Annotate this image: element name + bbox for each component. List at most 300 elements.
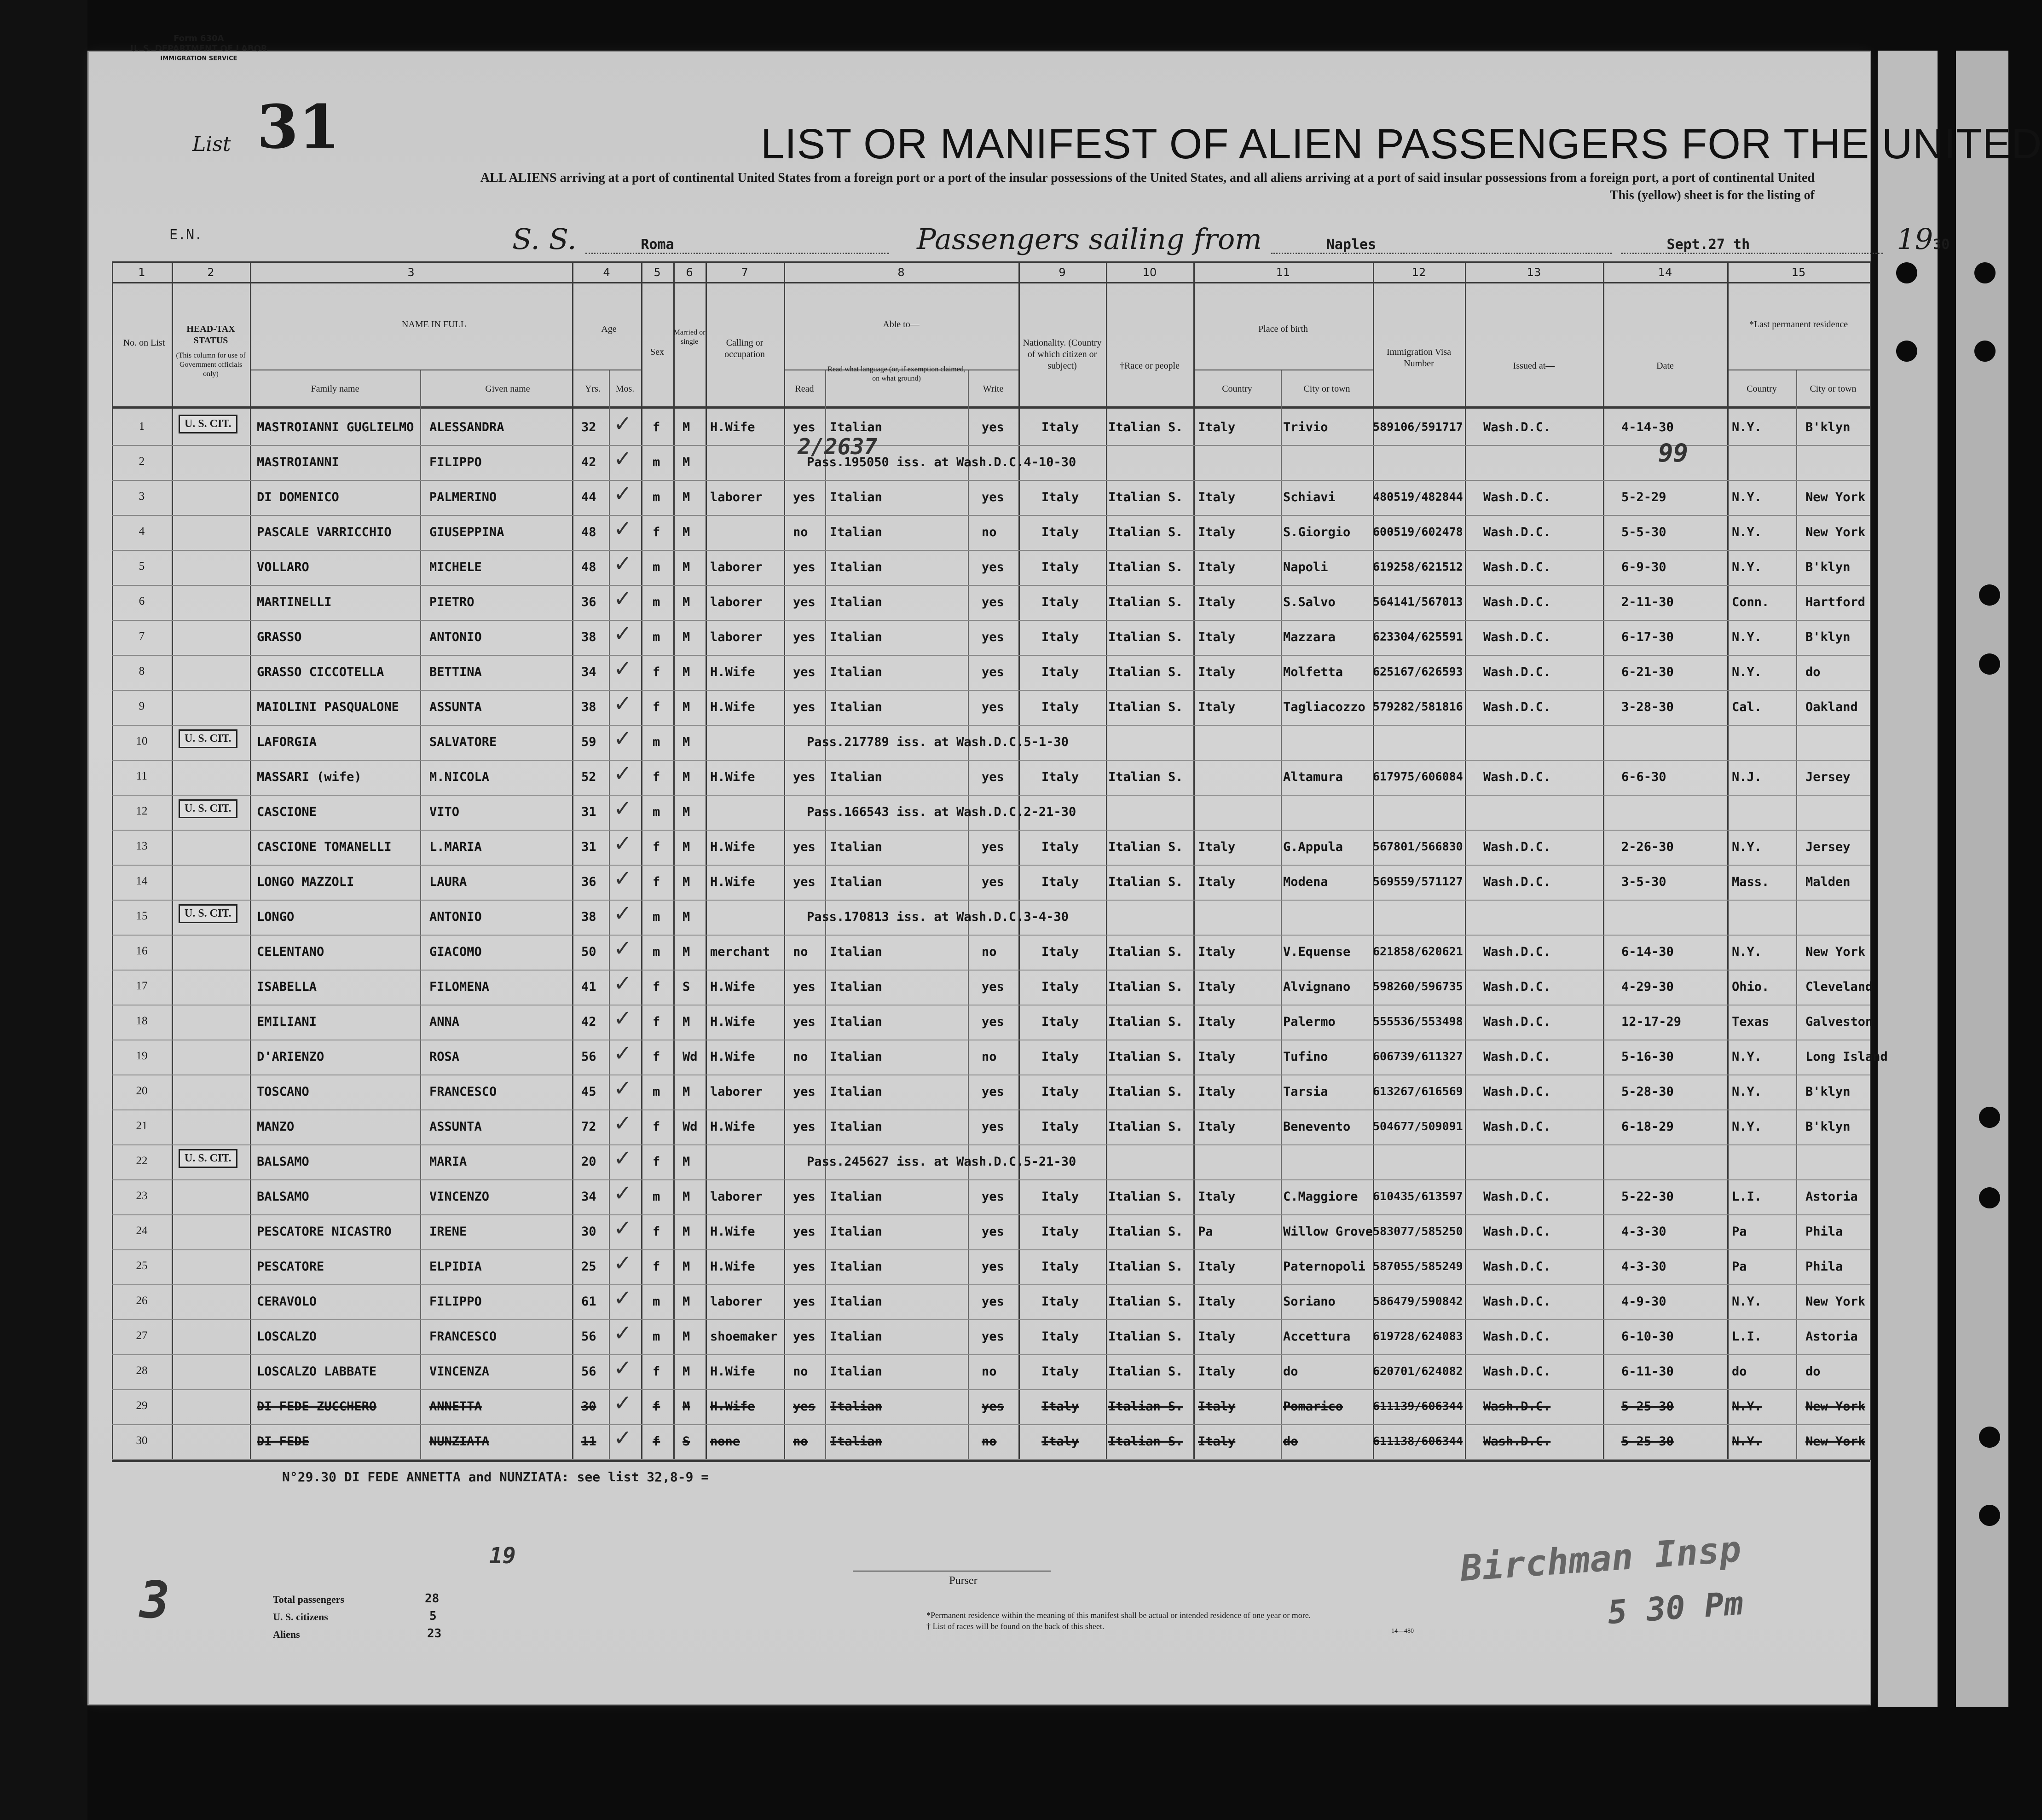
- can-write: yes: [982, 560, 1004, 574]
- marital-status: M: [683, 1399, 690, 1414]
- passport-note: Pass.166543 iss. at Wash.D.C.2-21-30: [807, 805, 1076, 819]
- paper-edge: [1878, 51, 1938, 1707]
- family-name: EMILIANI: [257, 1015, 317, 1029]
- marital-status: M: [683, 1085, 690, 1099]
- us-citizen-stamp: U. S. CIT.: [179, 415, 237, 433]
- sex: m: [653, 1190, 660, 1204]
- race: Italian S.: [1108, 490, 1183, 504]
- given-name: ASSUNTA: [429, 700, 482, 714]
- can-read: yes: [793, 840, 816, 854]
- visa-date: 5-22-30: [1621, 1190, 1674, 1204]
- visa-number: 598260/596735: [1373, 980, 1463, 993]
- sex: f: [653, 1399, 660, 1414]
- family-name: MARTINELLI: [257, 595, 332, 609]
- age-years: 52: [581, 770, 596, 784]
- residence-country: N.Y.: [1732, 1085, 1762, 1099]
- check-mark-icon: ✓: [613, 831, 632, 856]
- residence-city: New York: [1805, 1399, 1866, 1414]
- birth-country: Pa: [1198, 1225, 1213, 1239]
- family-name: LONGO MAZZOLI: [257, 875, 354, 889]
- sex: m: [653, 630, 660, 644]
- sex: f: [653, 980, 660, 994]
- can-read: no: [793, 525, 808, 539]
- visa-number: 586479/590842: [1373, 1294, 1463, 1308]
- given-name: VINCENZA: [429, 1364, 490, 1379]
- birth-city: Pomarico: [1283, 1399, 1343, 1414]
- visa-date: 4-9-30: [1621, 1294, 1666, 1309]
- birth-country: Italy: [1198, 665, 1236, 679]
- nationality: Italy: [1041, 1050, 1079, 1064]
- visa-number: 610435/613597: [1373, 1190, 1463, 1203]
- residence-country: do: [1732, 1364, 1747, 1379]
- nationality: Italy: [1041, 1260, 1079, 1274]
- table-row: [89, 866, 1870, 899]
- issued-at: Wash.D.C.: [1483, 490, 1551, 504]
- passport-note: Pass.217789 iss. at Wash.D.C.5-1-30: [807, 735, 1069, 749]
- given-name: PALMERINO: [429, 490, 497, 504]
- residence-city: Phila: [1805, 1225, 1843, 1239]
- family-name: ISABELLA: [257, 980, 317, 994]
- read-language: Italian: [830, 840, 882, 854]
- table-row: [89, 796, 1870, 829]
- table-row: [89, 411, 1870, 444]
- can-write: no: [982, 1364, 997, 1379]
- can-write: yes: [982, 665, 1004, 679]
- nationality: Italy: [1041, 980, 1079, 994]
- given-name: L.MARIA: [429, 840, 482, 854]
- column-number: 9: [1059, 266, 1066, 279]
- us-citizen-stamp: U. S. CIT.: [179, 729, 237, 748]
- footnotes: [926, 1610, 1617, 1632]
- race: Italian S.: [1108, 1120, 1183, 1134]
- sex: f: [653, 700, 660, 714]
- given-name: GIUSEPPINA: [429, 525, 504, 539]
- ship-line: [512, 222, 1949, 256]
- age-years: 50: [581, 945, 596, 959]
- age-years: 72: [581, 1120, 596, 1134]
- passport-note: Pass.195050 iss. at Wash.D.C.4-10-30: [807, 455, 1076, 469]
- residence-country: N.Y.: [1732, 630, 1762, 644]
- age-years: 48: [581, 525, 596, 539]
- header-read-language: Read what language (or, if exemption claimed, on what ground): [827, 365, 966, 382]
- birth-country: Italy: [1198, 1294, 1236, 1309]
- table-row: [89, 481, 1870, 514]
- visa-number: 620701/624082: [1373, 1364, 1463, 1378]
- check-mark-icon: ✓: [613, 481, 632, 507]
- table-row: [89, 1390, 1870, 1423]
- birth-city: G.Appula: [1283, 840, 1343, 854]
- age-years: 45: [581, 1085, 596, 1099]
- birth-city: Benevento: [1283, 1120, 1351, 1134]
- birth-country: Italy: [1198, 630, 1236, 644]
- table-row: [89, 691, 1870, 724]
- age-years: 34: [581, 1190, 596, 1204]
- punch-hole: [1896, 262, 1917, 283]
- race: Italian S.: [1108, 1225, 1183, 1239]
- birth-country: Italy: [1198, 1399, 1236, 1414]
- subtitle-line-1: ALL ALIENS arriving at a port of continental United States from a foreign port or a port of the insular possessions of the United States, and all aliens arriving at a port of said insular possessions from a foreign port, a port of continental United: [480, 171, 1815, 185]
- header-visa-number: Immigration Visa Number: [1386, 347, 1452, 369]
- table-row: [89, 551, 1870, 584]
- birth-country: Italy: [1198, 875, 1236, 889]
- visa-number: 611139/606344: [1373, 1399, 1463, 1413]
- family-name: GRASSO: [257, 630, 302, 644]
- sex: f: [653, 1050, 660, 1064]
- read-language: Italian: [830, 1085, 882, 1099]
- table-row: [89, 831, 1870, 864]
- residence-country: N.Y.: [1732, 1399, 1762, 1414]
- column-number: 13: [1527, 266, 1541, 279]
- header-yrs: Yrs.: [585, 384, 601, 394]
- can-read: yes: [793, 1294, 816, 1309]
- age-years: 32: [581, 420, 596, 434]
- row-number: 10: [136, 735, 148, 747]
- residence-city: Malden: [1805, 875, 1851, 889]
- check-mark-icon: ✓: [613, 691, 632, 716]
- occupation: laborer: [710, 490, 763, 504]
- visa-number: 621858/620621: [1373, 945, 1463, 958]
- row-number: 7: [139, 630, 145, 642]
- marital-status: M: [683, 1329, 690, 1344]
- visa-date: 5-25-30: [1621, 1434, 1674, 1449]
- issued-at: Wash.D.C.: [1483, 1364, 1551, 1379]
- nationality: Italy: [1041, 1085, 1079, 1099]
- can-write: yes: [982, 770, 1004, 784]
- can-write: yes: [982, 875, 1004, 889]
- row-number: 24: [136, 1225, 148, 1237]
- age-years: 59: [581, 735, 596, 749]
- age-years: 36: [581, 595, 596, 609]
- visa-number: 619728/624083: [1373, 1329, 1463, 1343]
- row-number: 17: [136, 980, 148, 992]
- nationality: Italy: [1041, 1120, 1079, 1134]
- occupation: H.Wife: [710, 770, 755, 784]
- table-row: [89, 446, 1870, 479]
- subtitle: [443, 169, 1815, 204]
- residence-city: New York: [1805, 1294, 1866, 1309]
- family-name: BALSAMO: [257, 1155, 309, 1169]
- birth-country: Italy: [1198, 1190, 1236, 1204]
- age-years: 56: [581, 1329, 596, 1344]
- check-mark-icon: ✓: [613, 1040, 632, 1066]
- can-write: yes: [982, 1260, 1004, 1274]
- marital-status: M: [683, 805, 690, 819]
- sex: f: [653, 1225, 660, 1239]
- header-family-name: Family name: [311, 384, 359, 394]
- sex: f: [653, 770, 660, 784]
- column-number: 5: [654, 266, 661, 279]
- residence-city: Astoria: [1805, 1329, 1858, 1344]
- header-write: Write: [983, 384, 1004, 394]
- race: Italian S.: [1108, 1015, 1183, 1029]
- column-number: 15: [1791, 266, 1806, 279]
- family-name: MANZO: [257, 1120, 295, 1134]
- age-years: 56: [581, 1050, 596, 1064]
- family-name: LAFORGIA: [257, 735, 317, 749]
- nationality: Italy: [1041, 490, 1079, 504]
- visa-date: 5-16-30: [1621, 1050, 1674, 1064]
- can-read: no: [793, 1364, 808, 1379]
- marital-status: M: [683, 770, 690, 784]
- check-mark-icon: ✓: [613, 971, 632, 996]
- punch-hole: [1979, 584, 2000, 606]
- header-no-on-list: No. on List: [123, 338, 165, 348]
- row-number: 1: [139, 420, 145, 433]
- can-write: yes: [982, 1120, 1004, 1134]
- check-mark-icon: ✓: [613, 621, 632, 647]
- check-mark-icon: ✓: [613, 1390, 632, 1416]
- can-write: yes: [982, 630, 1004, 644]
- can-write: yes: [982, 490, 1004, 504]
- nationality: Italy: [1041, 875, 1079, 889]
- can-read: yes: [793, 770, 816, 784]
- nationality: Italy: [1041, 945, 1079, 959]
- given-name: SALVATORE: [429, 735, 497, 749]
- birth-city: Schiavi: [1283, 490, 1336, 504]
- us-citizen-stamp: U. S. CIT.: [179, 1149, 237, 1168]
- row-number: 4: [139, 525, 145, 537]
- can-write: yes: [982, 700, 1004, 714]
- can-write: yes: [982, 840, 1004, 854]
- row-number: 12: [136, 805, 148, 817]
- check-mark-icon: ✓: [613, 1285, 632, 1311]
- occupation: merchant: [710, 945, 770, 959]
- check-mark-icon: ✓: [613, 1145, 632, 1171]
- residence-city: Galveston: [1805, 1015, 1873, 1029]
- handwritten-top-number-2: 99: [1658, 439, 1689, 468]
- departure-port: Naples: [1271, 237, 1612, 254]
- residence-country: N.Y.: [1732, 1294, 1762, 1309]
- nationality: Italy: [1041, 1399, 1079, 1414]
- occupation: H.Wife: [710, 1364, 755, 1379]
- punch-hole: [1974, 262, 1996, 283]
- form-number: Form 630A: [174, 34, 224, 43]
- issued-at: Wash.D.C.: [1483, 1015, 1551, 1029]
- sex: m: [653, 945, 660, 959]
- header-calling: Calling or occupation: [724, 338, 765, 359]
- row-number: 27: [136, 1329, 148, 1342]
- given-name: M.NICOLA: [429, 770, 490, 784]
- marital-status: S: [683, 980, 690, 994]
- read-language: Italian: [830, 700, 882, 714]
- table-row: [89, 1145, 1870, 1179]
- birth-country: Italy: [1198, 1085, 1236, 1099]
- read-language: Italian: [830, 490, 882, 504]
- row-number: 15: [136, 910, 148, 922]
- visa-date: 6-6-30: [1621, 770, 1666, 784]
- birth-city: Napoli: [1283, 560, 1328, 574]
- birth-country: Italy: [1198, 490, 1236, 504]
- year-suffix: 30: [1933, 237, 1950, 253]
- marital-status: M: [683, 455, 690, 469]
- punch-hole: [1979, 1427, 2000, 1448]
- given-name: IRENE: [429, 1225, 467, 1239]
- can-read: yes: [793, 1225, 816, 1239]
- given-name: FILOMENA: [429, 980, 490, 994]
- nationality: Italy: [1041, 700, 1079, 714]
- read-language: Italian: [830, 1015, 882, 1029]
- issued-at: Wash.D.C.: [1483, 1085, 1551, 1099]
- issued-at: Wash.D.C.: [1483, 980, 1551, 994]
- issued-at: Wash.D.C.: [1483, 1190, 1551, 1204]
- age-years: 42: [581, 1015, 596, 1029]
- given-name: ANNA: [429, 1015, 460, 1029]
- totals-block: [273, 1594, 531, 1646]
- table-row: [89, 516, 1870, 549]
- row-number: 3: [139, 490, 145, 503]
- nationality: Italy: [1041, 1329, 1079, 1344]
- sex: f: [653, 875, 660, 889]
- given-name: FRANCESCO: [429, 1085, 497, 1099]
- header-place-of-birth: Place of birth: [1258, 324, 1308, 334]
- visa-number: 504677/509091: [1373, 1120, 1463, 1133]
- occupation: laborer: [710, 560, 763, 574]
- residence-city: New York: [1805, 945, 1866, 959]
- us-citizens-label: U. S. citizens: [273, 1611, 328, 1623]
- given-name: ELPIDIA: [429, 1260, 482, 1274]
- inspector-signature: Birchman Insp: [1459, 1528, 1742, 1590]
- table-row: [89, 1285, 1870, 1318]
- row-number: 26: [136, 1294, 148, 1307]
- table-row: [89, 621, 1870, 654]
- sex: f: [653, 1434, 660, 1449]
- sex: m: [653, 1085, 660, 1099]
- given-name: ALESSANDRA: [429, 420, 504, 434]
- visa-number: 613267/616569: [1373, 1085, 1463, 1098]
- nationality: Italy: [1041, 840, 1079, 854]
- birth-country: Italy: [1198, 560, 1236, 574]
- residence-city: B'klyn: [1805, 1085, 1851, 1099]
- issued-at: Wash.D.C.: [1483, 1225, 1551, 1239]
- read-language: Italian: [830, 770, 882, 784]
- visa-number: 564141/567013: [1373, 595, 1463, 608]
- issued-at: Wash.D.C.: [1483, 1294, 1551, 1309]
- read-language: Italian: [830, 1329, 882, 1344]
- family-name: DI FEDE: [257, 1434, 309, 1449]
- race: Italian S.: [1108, 560, 1183, 574]
- can-write: yes: [982, 980, 1004, 994]
- handwritten-top-number: 2/2637: [798, 434, 878, 460]
- age-years: 42: [581, 455, 596, 469]
- us-citizen-stamp: U. S. CIT.: [179, 904, 237, 923]
- residence-city: Jersey: [1805, 770, 1851, 784]
- row-number: 16: [136, 945, 148, 957]
- can-read: yes: [793, 1190, 816, 1204]
- nationality: Italy: [1041, 1294, 1079, 1309]
- visa-date: 6-10-30: [1621, 1329, 1674, 1344]
- marital-status: M: [683, 1225, 690, 1239]
- age-years: 20: [581, 1155, 596, 1169]
- residence-city: B'klyn: [1805, 630, 1851, 644]
- passport-note: Pass.245627 iss. at Wash.D.C.5-21-30: [807, 1155, 1076, 1169]
- marital-status: M: [683, 560, 690, 574]
- issued-at: Wash.D.C.: [1483, 840, 1551, 854]
- can-read: no: [793, 1434, 808, 1449]
- race: Italian S.: [1108, 1294, 1183, 1309]
- ss-label: S. S.: [512, 222, 577, 256]
- punch-hole: [1896, 341, 1917, 362]
- given-name: PIETRO: [429, 595, 474, 609]
- race: Italian S.: [1108, 700, 1183, 714]
- visa-number: 617975/606084: [1373, 770, 1463, 783]
- residence-city: Long Island: [1805, 1050, 1888, 1064]
- visa-date: 4-3-30: [1621, 1260, 1666, 1274]
- header-sex: Sex: [650, 347, 664, 357]
- punch-hole: [1974, 341, 1996, 362]
- column-number: 8: [897, 266, 905, 279]
- footnote-races: † List of races will be found on the back of this sheet.: [926, 1622, 1105, 1631]
- marital-status: M: [683, 665, 690, 679]
- sex: f: [653, 840, 660, 854]
- table-row: [89, 936, 1870, 969]
- table-row: [89, 1250, 1870, 1283]
- can-write: yes: [982, 1225, 1004, 1239]
- race: Italian S.: [1108, 840, 1183, 854]
- given-name: VINCENZO: [429, 1190, 490, 1204]
- year-prefix: 19: [1897, 222, 1933, 256]
- issued-at: Wash.D.C.: [1483, 1050, 1551, 1064]
- occupation: H.Wife: [710, 980, 755, 994]
- check-mark-icon: ✓: [613, 1250, 632, 1276]
- nationality: Italy: [1041, 770, 1079, 784]
- family-name: TOSCANO: [257, 1085, 309, 1099]
- given-name: GIACOMO: [429, 945, 482, 959]
- header-read: Read: [795, 384, 814, 394]
- check-mark-icon: ✓: [613, 726, 632, 751]
- row-number: 23: [136, 1190, 148, 1202]
- age-years: 61: [581, 1294, 596, 1309]
- sailing-label: Passengers sailing from: [917, 222, 1262, 256]
- birth-country: Italy: [1198, 1120, 1236, 1134]
- list-label: List: [192, 133, 231, 156]
- residence-country: L.I.: [1732, 1329, 1762, 1344]
- issued-at: Wash.D.C.: [1483, 420, 1551, 434]
- age-years: 31: [581, 805, 596, 819]
- nationality: Italy: [1041, 1434, 1079, 1449]
- marital-status: M: [683, 525, 690, 539]
- sex: m: [653, 595, 660, 609]
- residence-city: Hartford: [1805, 595, 1866, 609]
- residence-country: N.Y.: [1732, 1050, 1762, 1064]
- header-married: Married or single: [673, 329, 706, 346]
- can-read: yes: [793, 700, 816, 714]
- residence-city: Astoria: [1805, 1190, 1858, 1204]
- read-language: Italian: [830, 420, 882, 434]
- row-number: 9: [139, 700, 145, 712]
- birth-city: do: [1283, 1434, 1298, 1449]
- punch-hole: [1979, 1505, 2000, 1526]
- manifest-sheet: [87, 34, 2042, 1705]
- header-race: †Race or people: [1120, 361, 1180, 371]
- family-name: VOLLARO: [257, 560, 309, 574]
- residence-city: New York: [1805, 1434, 1866, 1449]
- can-write: yes: [982, 1329, 1004, 1344]
- total-passengers-label: Total passengers: [273, 1594, 345, 1605]
- residence-country: N.Y.: [1732, 525, 1762, 539]
- occupation: H.Wife: [710, 665, 755, 679]
- header-bottom-rule: [112, 406, 1870, 409]
- race: Italian S.: [1108, 1190, 1183, 1204]
- header-name-in-full: NAME IN FULL: [402, 319, 466, 329]
- table-row: [89, 1005, 1873, 1039]
- subtitle-line-2: This (yellow) sheet is for the listing of: [1609, 188, 1815, 202]
- nationality: Italy: [1041, 560, 1079, 574]
- header-head-tax: HEAD-TAX STATUS: [186, 324, 235, 346]
- residence-city: New York: [1805, 525, 1866, 539]
- age-years: 36: [581, 875, 596, 889]
- birth-country: Italy: [1198, 1050, 1236, 1064]
- read-language: Italian: [830, 1399, 882, 1414]
